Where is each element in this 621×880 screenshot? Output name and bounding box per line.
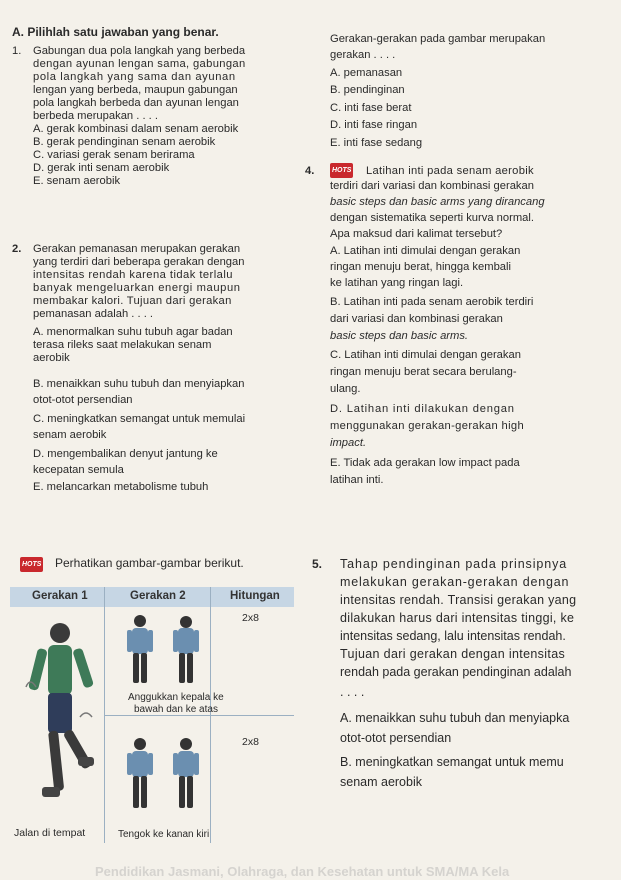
hots-badge: HOTS xyxy=(20,557,43,572)
question-line: dengan sistematika seperti kurva normal. xyxy=(330,212,534,224)
question-line: yang terdiri dari beberapa gerakan dengan xyxy=(33,256,245,268)
question-number: 5. xyxy=(312,557,323,571)
question-line: rendah pada gerakan pendinginan adalah xyxy=(340,665,572,679)
option-b-cont: otot-otot persendian xyxy=(33,394,133,406)
header-hitungan: Hitungan xyxy=(230,590,280,602)
option-d[interactable]: D. inti fase ringan xyxy=(330,119,418,131)
option-b[interactable]: B. menaikkan suhu tubuh dan menyiapkan xyxy=(33,378,245,390)
option-e-cont: latihan inti. xyxy=(330,474,384,486)
option-d[interactable]: D. Latihan inti dilakukan dengan xyxy=(330,403,515,415)
question-line: Latihan inti pada senam aerobik xyxy=(366,165,534,177)
option-c[interactable]: C. meningkatkan semangat untuk memulai xyxy=(33,413,246,425)
option-a-cont: otot-otot persendian xyxy=(340,731,452,745)
gerakan-2-row-2-label: Tengok ke kanan kiri xyxy=(118,829,210,840)
nodding-figures-illustration xyxy=(118,613,208,689)
option-e[interactable]: E. inti fase sedang xyxy=(330,137,423,149)
option-d-cont: kecepatan semula xyxy=(33,464,124,476)
question-line: . . . . xyxy=(340,685,365,699)
option-c[interactable]: C. Latihan inti dimulai dengan gerakan xyxy=(330,349,521,361)
question-number: 1. xyxy=(12,45,22,57)
option-a[interactable]: A. menaikkan suhu tubuh dan menyiapka xyxy=(340,711,570,725)
option-c[interactable]: C. inti fase berat xyxy=(330,102,412,114)
question-line: melakukan gerakan-gerakan dengan xyxy=(340,575,570,589)
hots-badge: HOTS xyxy=(330,163,353,178)
option-a[interactable]: A. menormalkan suhu tubuh agar badan xyxy=(33,326,233,338)
gerakan-1-label: Jalan di tempat xyxy=(14,827,86,839)
option-c[interactable]: C. variasi gerak senam berirama xyxy=(33,149,195,161)
question-line: dilakukan harus dari intensitas tinggi, ke xyxy=(340,611,575,625)
question-number: 4. xyxy=(305,165,315,177)
option-b[interactable]: B. pendinginan xyxy=(330,84,405,96)
question-line: pemanasan adalah . . . . xyxy=(33,308,154,320)
walking-figure-illustration xyxy=(18,617,98,817)
option-c-cont: ringan menuju berat secara berulang- xyxy=(330,366,517,378)
question-line: Tahap pendinginan pada prinsipnya xyxy=(340,557,568,571)
question-prompt: Perhatikan gambar-gambar berikut. xyxy=(55,556,244,570)
option-a-cont: ringan menuju berat, hingga kembali xyxy=(330,261,511,273)
question-line: gerakan . . . . xyxy=(330,49,396,61)
option-a-cont: ke latihan yang ringan lagi. xyxy=(330,277,464,289)
question-line: pola langkah yang sama dan ayunan xyxy=(33,71,236,83)
option-b[interactable]: B. gerak pendinginan senam aerobik xyxy=(33,136,216,148)
head-turning-figures-illustration xyxy=(118,735,208,817)
question-line: Apa maksud dari kalimat tersebut? xyxy=(330,228,503,240)
option-c-cont: ulang. xyxy=(330,383,361,395)
option-a[interactable]: A. gerak kombinasi dalam senam aerobik xyxy=(33,123,239,135)
gerakan-2-label-line-2: bawah dan ke atas xyxy=(134,704,218,715)
movement-table xyxy=(10,587,294,843)
option-e[interactable]: E. Tidak ada gerakan low impact pada xyxy=(330,457,520,469)
question-line: intensitas rendah. Transisi gerakan yang xyxy=(340,593,577,607)
hitungan-row-2: 2x8 xyxy=(242,736,259,748)
question-line: Gerakan-gerakan pada gambar merupakan xyxy=(330,33,546,45)
option-a-cont: terasa rileks saat melakukan senam xyxy=(33,339,212,351)
section-title: A. Pilihlah satu jawaban yang benar. xyxy=(12,25,219,39)
option-b[interactable]: B. Latihan inti pada senam aerobik terdiri xyxy=(330,296,534,308)
question-line: banyak mengeluarkan energi maupun xyxy=(33,282,241,294)
header-gerakan-2: Gerakan 2 xyxy=(130,590,186,602)
option-a[interactable]: A. pemanasan xyxy=(330,67,403,79)
hitungan-row-1: 2x8 xyxy=(242,612,259,624)
page-footer: Pendidikan Jasmani, Olahraga, dan Kesehatan untuk SMA/MA Kela xyxy=(95,864,510,879)
question-number: 2. xyxy=(12,243,22,255)
gerakan-2-label-line-1: Anggukkan kepala ke xyxy=(128,692,224,703)
question-line: dengan ayunan lengan sama, gabungan xyxy=(33,58,246,70)
option-b-cont: dari variasi dan kombinasi gerakan xyxy=(330,313,503,325)
option-b-cont: senam aerobik xyxy=(340,775,422,789)
option-d-cont: menggunakan gerakan-gerakan high xyxy=(330,420,525,432)
question-line: membakar kalori. Tujuan dari gerakan xyxy=(33,295,232,307)
option-a[interactable]: A. Latihan inti dimulai dengan gerakan xyxy=(330,245,521,257)
option-b[interactable]: B. meningkatkan semangat untuk memu xyxy=(340,755,564,769)
option-d[interactable]: D. gerak inti senam aerobik xyxy=(33,162,170,174)
option-d[interactable]: D. mengembalikan denyut jantung ke xyxy=(33,448,218,460)
question-line: terdiri dari variasi dan kombinasi gerakan xyxy=(330,180,534,192)
option-b-cont: basic steps dan basic arms. xyxy=(330,330,469,342)
question-line: berbeda merupakan . . . . xyxy=(33,110,159,122)
option-c-cont: senam aerobik xyxy=(33,429,107,441)
question-line: intensitas rendah karena tidak terlalu xyxy=(33,269,233,281)
question-line: Gerakan pemanasan merupakan gerakan xyxy=(33,243,241,255)
question-line: lengan yang berbeda, maupun gabungan xyxy=(33,84,238,96)
option-e[interactable]: E. senam aerobik xyxy=(33,175,121,187)
option-d-cont: impact. xyxy=(330,437,367,449)
question-line: pola langkah berbeda dan ayunan lengan xyxy=(33,97,239,109)
option-a-cont: aerobik xyxy=(33,352,70,364)
question-line: Gabungan dua pola langkah yang berbeda xyxy=(33,45,246,57)
question-line: basic steps dan basic arms yang dirancang xyxy=(330,196,545,208)
question-line: intensitas sedang, lalu intensitas rendah. xyxy=(340,629,566,643)
question-line: Tujuan dari gerakan dengan intensitas xyxy=(340,647,566,661)
option-e[interactable]: E. melancarkan metabolisme tubuh xyxy=(33,481,209,493)
header-gerakan-1: Gerakan 1 xyxy=(32,590,88,602)
